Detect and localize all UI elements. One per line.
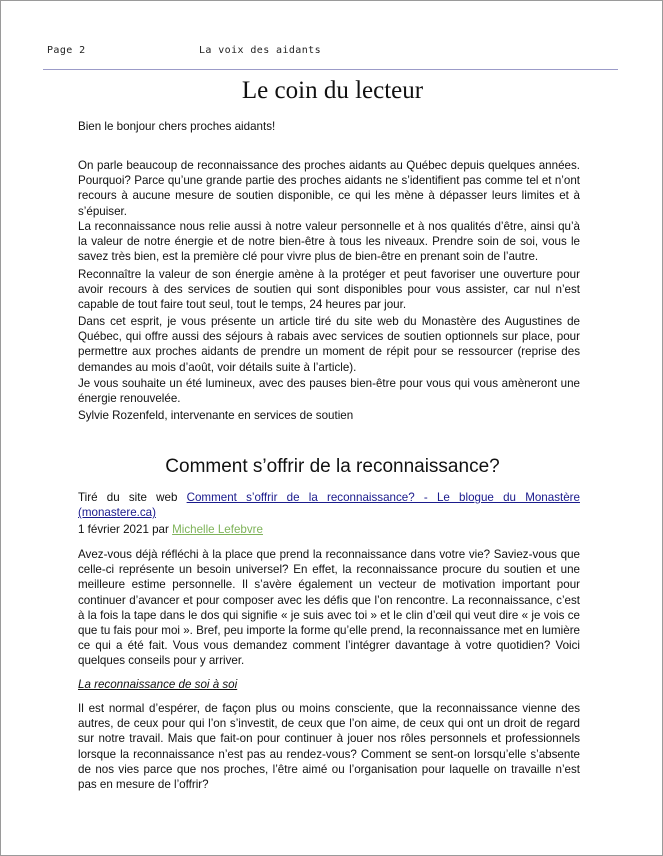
corner-paragraph-2 (78, 219, 580, 265)
greeting-text: Bien le bonjour chers proches aidants! (78, 120, 276, 133)
signature-text: Sylvie Rozenfeld, intervenante en services de soutien (78, 409, 354, 422)
corner-greeting (78, 119, 580, 134)
paragraph-text: Il est normal d’espérer, de façon plus ou moins consciente, que la reconnaissance vienne des autres, de ceux pour qui l’on s’investit, de ceux que l’on aime, de ceux qui ont un droit de regard sur notre travail. Mais que fait-on pour continuer à jouer nos rôles personnels et professionnels lorsque la reconnaissance n’est pas au rendez-vous? Comment se sent-on lorsqu’elle s’absente de nos vies parce que nos proches, l’être aimé ou l’organisation pour laquelle on travaille n’est pas en mesure de l’offrir? (78, 702, 580, 792)
section-title-corner: Le coin du lecteur (241, 77, 424, 104)
corner-signature (78, 408, 580, 423)
subheading-text: La reconnaissance de soi à soi (78, 678, 238, 691)
corner-paragraph-1 (78, 158, 580, 219)
newsletter-title: La voix des aidants (199, 45, 321, 56)
page-number: Page 2 (47, 45, 86, 56)
article-section-text (78, 701, 580, 792)
corner-paragraph-4 (78, 314, 580, 375)
article-subheading (78, 677, 580, 692)
paragraph-text: On parle beaucoup de reconnaissance des proches aidants au Québec depuis quelques années. Pourquoi? Parce qu’une grande partie des proches aidants ne s’identifient pas comme tel et n’ont recours à aucune mesure de soutien disponible, ce qui les mène à dépasser leurs limites et à s’épuiser. (78, 159, 580, 218)
author-link[interactable]: Michelle Lefebvre (172, 523, 263, 536)
paragraph-text: Avez-vous déjà réfléchi à la place que prend la reconnaissance dans votre vie? Saviez-vous que celle-ci représente un besoin universel? En effet, la reconnaissance procure du soutien et une meilleure estime personnelle. Il s’avère également un vecteur de motivation important pour continuer d’avancer et pour composer avec les défis que l’on rencontre. La reconnaissance, c’est à la fois la tape dans le dos qui signifie « je suis avec toi » et le clin d’œil qui veut dire « je vois ce que tu fais pour moi ». Bref, peu importe la forme qu’elle prend, la reconnaissance met en lumière ce qui a été fait. Vous vous demandez comment l’intégrer davantage à votre quotidien? Voici quelques conseils pour y arriver. (78, 548, 580, 668)
paragraph-text: La reconnaissance nous relie aussi à notre valeur personnelle et à nos qualités d’être, ainsi qu’à la valeur de notre énergie et de notre bien-être à tous les niveaux. Prendre soin de soi, vous le savez très bien, est la première clé pour vivre plus de bien-être en prenant soin de l’autre. (78, 220, 580, 264)
article-title: Comment s’offrir de la reconnaissance? (165, 456, 500, 477)
article-intro (78, 547, 580, 669)
header-divider (43, 69, 618, 70)
article-byline (78, 522, 580, 537)
paragraph-text: Dans cet esprit, je vous présente un article tiré du site web du Monastère des Augustines de Québec, qui offre aussi des séjours à rabais avec services de soutien optionnels sur place, pour permettre aux proches aidants de prendre un moment de répit pour se ressourcer (reprise des demandes au mois d’août, voir détails suite à l’article). (78, 315, 580, 374)
paragraph-text: Je vous souhaite un été lumineux, avec des pauses bien-être pour vous qui vous amèneront une énergie renouvelée. (78, 377, 580, 406)
source-link[interactable]: Comment s’offrir de la reconnaissance? - Le blogue du Monastère (monastere.ca) (78, 491, 580, 520)
article-date: 1 février 2021 par (78, 523, 173, 536)
corner-paragraph-3 (78, 267, 580, 313)
source-prefix: Tiré du site web (78, 491, 187, 504)
paragraph-text: Reconnaître la valeur de son énergie amène à la protéger et peut favoriser une ouverture pour avoir recours à des services de soutien qui sont disponibles pour vous assister, car nul n’est capable de tout faire tout seul, tout le temps, 24 heures par jour. (78, 268, 580, 312)
article-source (78, 490, 580, 520)
corner-paragraph-5 (78, 376, 580, 406)
